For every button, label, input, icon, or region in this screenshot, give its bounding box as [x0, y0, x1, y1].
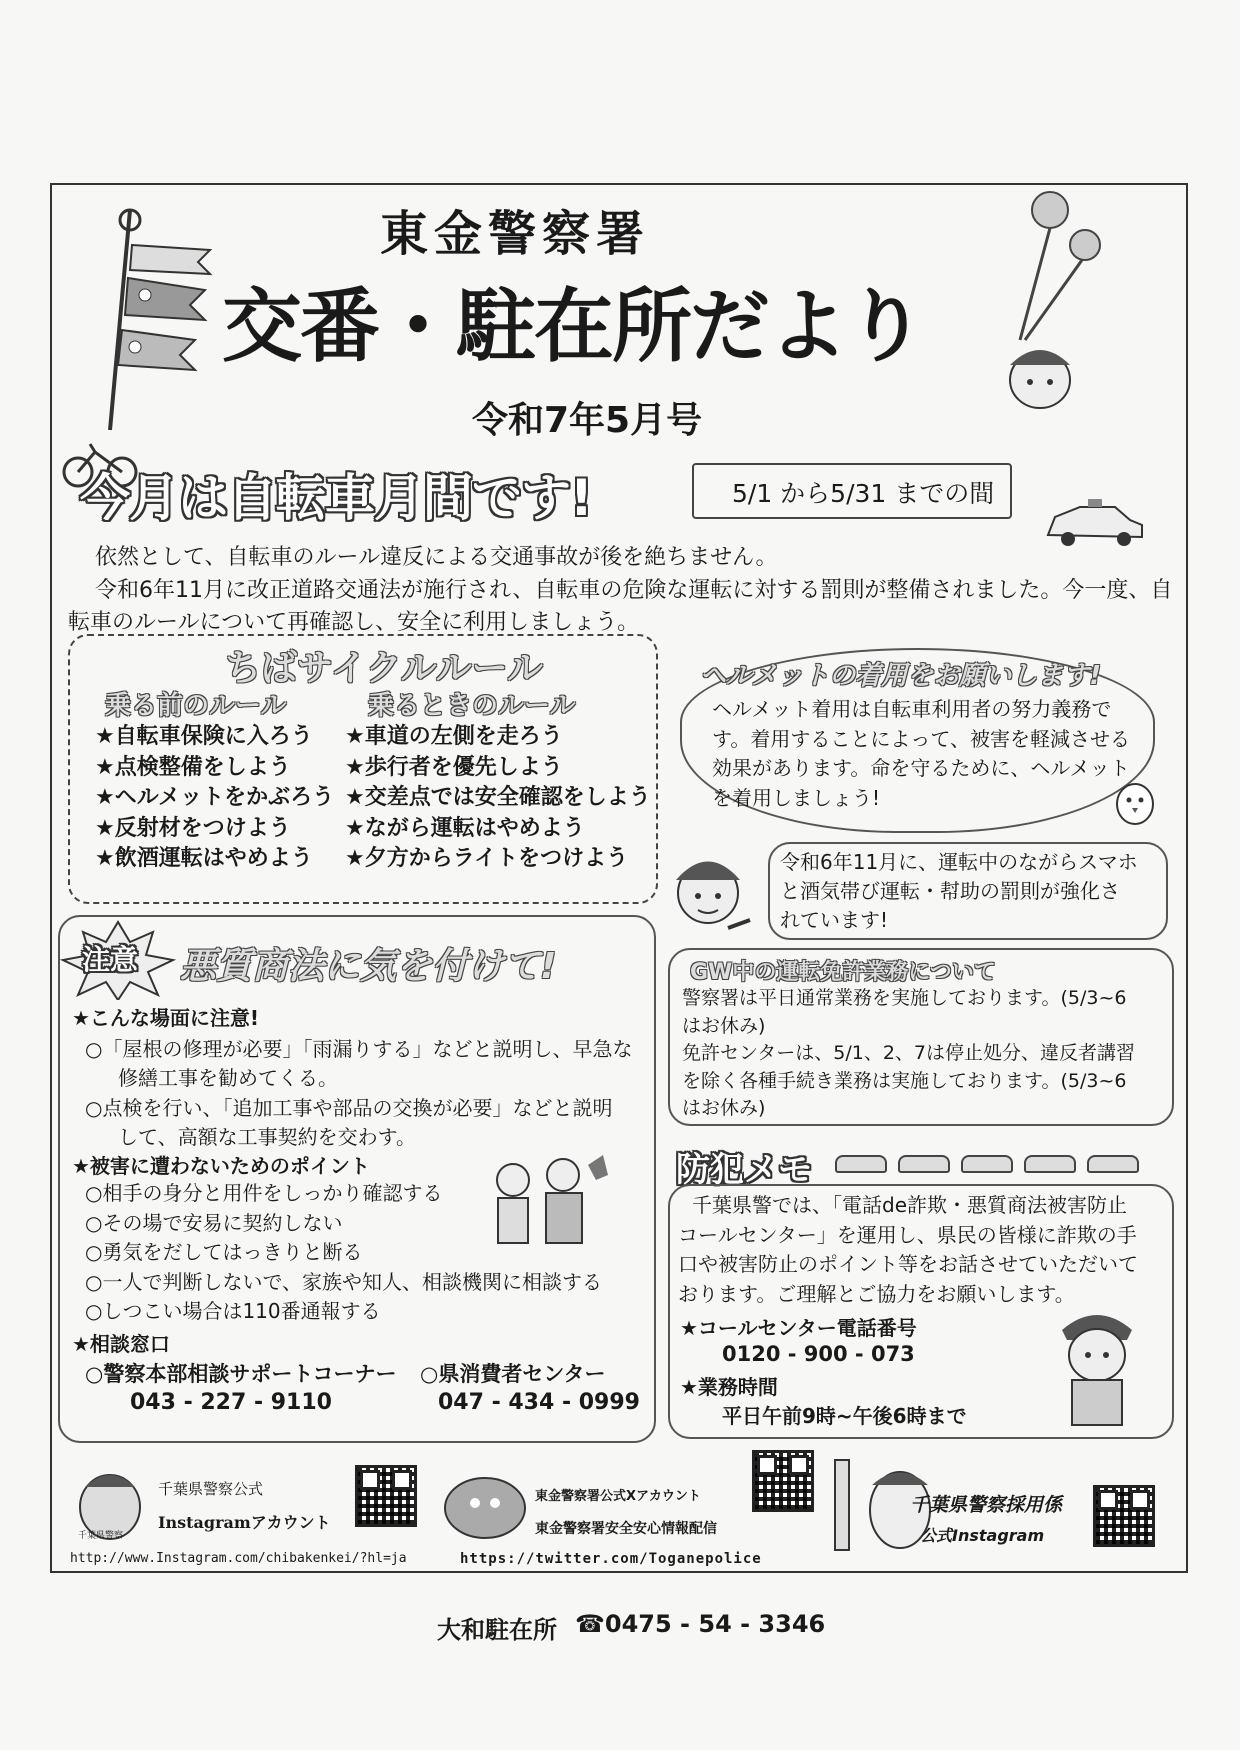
- contact-consumer-tel: 047 - 434 - 0999: [438, 1390, 640, 1415]
- carp-streamer-illustration: [70, 200, 220, 440]
- helmet-line: ヘルメット着用は自転車利用者の努力義務で: [712, 697, 1112, 721]
- list-item: ○相手の身分と用件をしっかり確認する: [85, 1181, 443, 1205]
- insta-label-2: Instagramアカウント: [158, 1513, 331, 1532]
- recruit-label-2: 公式Instagram: [920, 1526, 1045, 1545]
- mascot-caption: 千葉県警察: [78, 1531, 124, 1541]
- police-car-icon: [1024, 1155, 1076, 1173]
- x-label-2: 東金警察署安全安心情報配信: [535, 1521, 717, 1537]
- period-text: 5/1 から5/31 までの間: [732, 479, 995, 508]
- caution-badge: 注意: [82, 943, 139, 976]
- carnation-officer-illustration: [990, 190, 1110, 430]
- family-illustration: [478, 1150, 618, 1255]
- recruit-qr-code[interactable]: [1093, 1485, 1155, 1547]
- x-qr-code[interactable]: [752, 1450, 814, 1512]
- list-item: ○その場で安易に契約しない: [85, 1210, 343, 1235]
- list-item: ★歩行者を優先しよう: [345, 754, 563, 780]
- gw-line: を除く各種手続き業務は実施しております。(5/3~6: [682, 1069, 1127, 1092]
- issue-label: 令和7年5月号: [472, 400, 703, 441]
- crime-line: おります。ご理解とご協力をお願いします。: [678, 1281, 1075, 1306]
- list-item: ★反射材をつけよう: [95, 815, 291, 841]
- phone-note-text: [780, 848, 1138, 935]
- fraud-heading-scenes: ★こんな場面に注意!: [72, 1006, 260, 1030]
- scene-line: ○点検を行い、「追加工事や部品の交換が必要」などと説明: [85, 1096, 613, 1120]
- intro-line-2: 令和6年11月に改正道路交通法が施行され、自転車の危険な運転に対する罰則が整備されました。今一度、自: [95, 578, 1173, 603]
- list-item: ○一人で判断しないで、家族や知人、相談機関に相談する: [85, 1269, 603, 1294]
- list-item: ★ながら運転はやめよう: [345, 815, 585, 841]
- gw-line: 警察署は平日通常業務を実施しております。(5/3~6: [682, 987, 1127, 1009]
- phone-note-line: れています!: [780, 908, 889, 932]
- list-item: ★交差点では安全確認をしよう: [345, 785, 651, 810]
- gw-line: 免許センターは、5/1、2、7は停止処分、違反者講習: [682, 1042, 1135, 1064]
- list-item: ★点検整備をしよう: [95, 754, 291, 780]
- helmet-line: 効果があります。命を守るために、ヘルメット: [712, 756, 1130, 780]
- crime-memo-text: [678, 1191, 1138, 1309]
- list-item: ★自転車保険に入ろう: [95, 724, 313, 749]
- intro-line-3: 転車のルールについて再確認し、安全に利用しましょう。: [68, 610, 640, 635]
- recruit-label-1: 千葉県警察採用係: [910, 1494, 1063, 1516]
- intro-line-1: 依然として、自転車のルール違反による交通事故が後を絶ちません。: [95, 545, 778, 570]
- phone-note-line: 令和6年11月に、運転中のながらスマホ: [780, 850, 1138, 874]
- x-url[interactable]: https://twitter.com/Toganepolice: [460, 1551, 762, 1567]
- list-item: ★ヘルメットをかぶろう: [95, 785, 335, 810]
- officer-pointing-illustration: [668, 838, 753, 948]
- contact-police-name: ○警察本部相談サポートコーナー: [85, 1362, 397, 1386]
- list-item: ○勇気をだしてはっきりと断る: [85, 1240, 363, 1264]
- scene-line: 修繕工事を勧めてくる。: [118, 1066, 338, 1090]
- helmet-title: ヘルメットの着用をお願いします!: [700, 661, 1102, 691]
- phone-note-line: と酒気帯び運転・幇助の罰則が強化さ: [780, 879, 1120, 903]
- bicycle-banner: 今月は自転車月間です!: [80, 469, 592, 527]
- helmet-line: す。着用することによって、被害を軽減させる: [712, 726, 1130, 751]
- female-officer-illustration: [1052, 1300, 1142, 1430]
- gw-text: [682, 985, 1135, 1123]
- office-name: 大和駐在所: [437, 1616, 557, 1644]
- gw-line: はお休み): [682, 1097, 766, 1119]
- before-rules-list: [95, 722, 334, 875]
- insta-url[interactable]: http://www.Instagram.com/chibakenkei/?hl=ja: [70, 1551, 407, 1566]
- page-title: 交番・駐在所だより: [222, 280, 924, 373]
- crime-line: コールセンター」を運用し、県民の皆様に詐欺の手: [678, 1222, 1137, 1247]
- fraud-heading-points: ★被害に遭わないためのポイント: [72, 1154, 370, 1178]
- during-rules-title: 乗るときのルール: [368, 691, 576, 721]
- during-rules-list: [345, 722, 651, 875]
- scene-line: して、高額な工事契約を交わす。: [118, 1125, 416, 1149]
- before-rules-title: 乗る前のルール: [105, 691, 287, 721]
- list-item: ○しつこい場合は110番通報する: [85, 1299, 381, 1323]
- office-tel: ☎0475 - 54 - 3346: [575, 1610, 826, 1638]
- hours-value: 平日午前9時~午後6時まで: [722, 1404, 967, 1428]
- x-label-1: 東金警察署公式Xアカウント: [535, 1489, 701, 1504]
- list-item: ★車道の左側を走ろう: [345, 724, 563, 749]
- list-item: ★飲酒運転はやめよう: [95, 846, 313, 871]
- scene-line: ○「屋根の修理が必要」「雨漏りする」などと説明し、早急な: [85, 1037, 633, 1061]
- gw-line: はお休み): [682, 1014, 766, 1037]
- cycle-rules-title: ちばサイクルルール: [225, 648, 544, 689]
- list-item: ★夕方からライトをつけよう: [345, 846, 629, 871]
- police-car-icon: [898, 1155, 950, 1173]
- call-center-label: ★コールセンター電話番号: [680, 1316, 917, 1340]
- station-name: 東金警察署: [380, 206, 651, 262]
- police-car-icon: [835, 1155, 887, 1173]
- chick-mascot-icon: [1110, 770, 1160, 830]
- helmet-text: [712, 695, 1130, 813]
- gw-title: GW中の運転免許業務について: [690, 960, 996, 985]
- contact-police-tel: 043 - 227 - 9110: [130, 1390, 332, 1415]
- crime-memo-title: 防犯メモ: [676, 1150, 812, 1190]
- police-car-icon: [1087, 1155, 1139, 1173]
- police-car-icon: [1040, 495, 1150, 550]
- insta-qr-code[interactable]: [355, 1465, 417, 1527]
- crime-line: 口や被害防止のポイント等をお話させていただいて: [678, 1252, 1138, 1276]
- fraud-title: 悪質商法に気を付けて!: [180, 946, 557, 987]
- x-account-mascot-illustration: [440, 1468, 530, 1540]
- crime-line: 千葉県警では、「電話de詐欺・悪質商法被害防止: [692, 1193, 1127, 1217]
- call-center-phone: 0120 - 900 - 073: [722, 1342, 915, 1366]
- fraud-heading-contact: ★相談窓口: [72, 1332, 170, 1356]
- police-car-icon: [961, 1155, 1013, 1173]
- insta-label-1: 千葉県警察公式: [158, 1480, 264, 1498]
- hours-label: ★業務時間: [680, 1375, 778, 1399]
- contact-consumer-name: ○県消費者センター: [420, 1362, 606, 1386]
- helmet-line: を着用しましょう!: [712, 785, 881, 810]
